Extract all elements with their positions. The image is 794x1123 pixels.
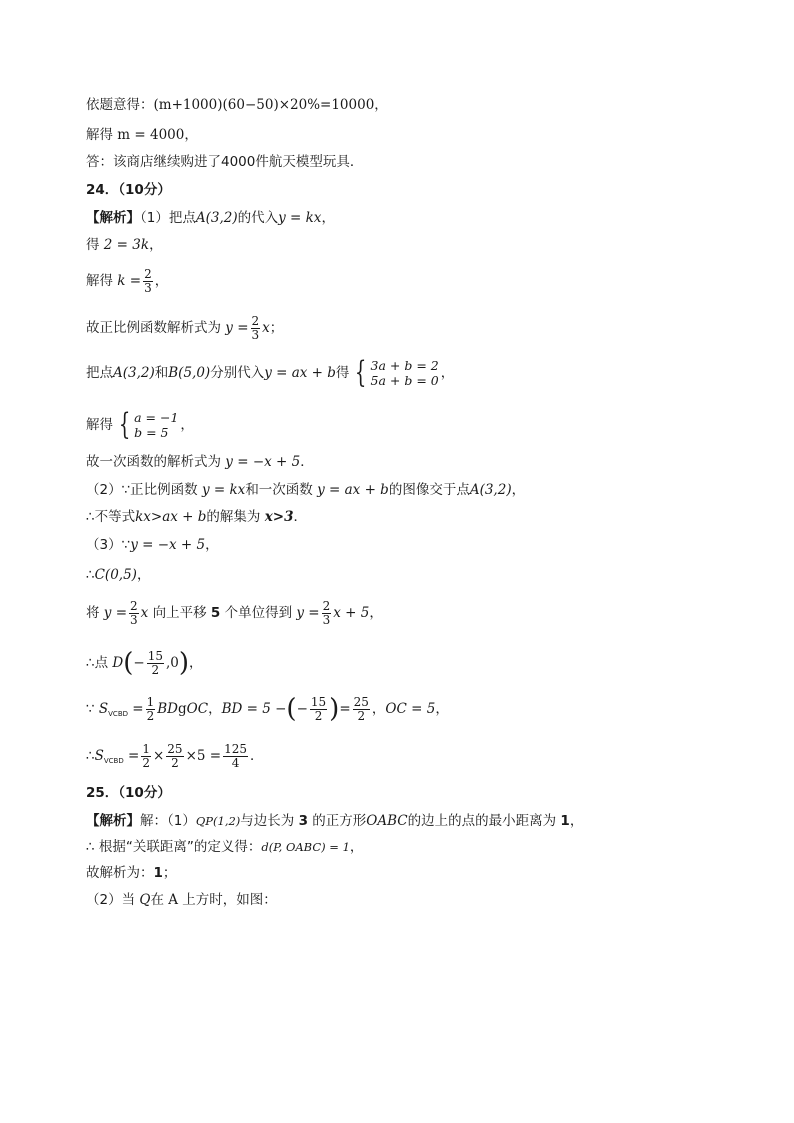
math: x	[262, 320, 270, 336]
bold-number: 1	[153, 865, 163, 881]
text: （2）当	[86, 892, 140, 908]
math: ×	[152, 748, 165, 764]
text: 答：该商店继续购进了4000件航天模型玩具．	[86, 154, 364, 170]
text: ∴	[86, 748, 95, 764]
step-line	[86, 452, 314, 472]
numerator: 125	[224, 741, 247, 756]
fraction	[146, 696, 156, 723]
numerator: 2	[251, 313, 260, 328]
math: d(P, OABC) = 1	[261, 840, 350, 854]
analysis-tag: 【解析】	[86, 813, 140, 829]
math: y = −x + 5	[225, 454, 301, 470]
equation: m = 4000	[117, 127, 185, 143]
step-line	[86, 266, 168, 296]
text: ，	[205, 537, 219, 553]
text: 的边上的点的最小距离为	[407, 813, 561, 829]
text: ，	[180, 417, 194, 433]
equation-system: { a = −1 b = 5	[118, 407, 179, 442]
math: y = kx	[201, 482, 246, 498]
text: ，	[371, 701, 386, 717]
step-line	[86, 235, 163, 255]
text: 解得	[86, 273, 118, 289]
bold-number: 3	[298, 813, 308, 829]
math: y = ax + b	[264, 365, 336, 381]
denominator: 4	[231, 755, 240, 770]
math: y =	[103, 605, 128, 621]
text: ，	[369, 605, 383, 621]
step-line	[86, 313, 283, 343]
text: ∵	[86, 701, 99, 717]
text: 把点	[86, 365, 113, 381]
text: （1）把点	[140, 210, 196, 226]
bold-number: 1	[560, 813, 570, 829]
math: OC	[186, 701, 209, 717]
fraction	[223, 743, 248, 770]
step-line	[86, 480, 525, 500]
numerator: 1	[142, 741, 150, 756]
text: ．	[300, 454, 314, 470]
step-line: ∴点 D(− $\frac{15}{2}$ ,0)，	[86, 648, 203, 678]
subscript: VCBD	[108, 710, 129, 718]
numerator: 25	[353, 694, 369, 709]
question-24-heading	[86, 180, 171, 200]
math: A	[168, 892, 179, 908]
math: QP(1,2)	[195, 814, 241, 828]
subscript: VCBD	[103, 757, 124, 765]
text: 得	[86, 237, 104, 253]
math: y =	[225, 320, 249, 336]
step-line	[86, 408, 194, 442]
text: 解得	[86, 127, 118, 143]
text: ，	[440, 365, 455, 381]
text: ，	[136, 567, 151, 583]
text: 的代入	[237, 210, 279, 226]
text: ，	[149, 237, 163, 253]
text: 和	[154, 365, 169, 381]
answer-line	[86, 152, 363, 172]
math: y = ax + b	[317, 482, 389, 498]
text: 得	[335, 365, 350, 381]
math: A(3,2)	[113, 365, 155, 381]
text: 的图像交于点	[388, 482, 470, 498]
text: 的正方形	[307, 813, 367, 829]
text: ∴点	[86, 655, 113, 671]
text: 解：（1）	[140, 813, 196, 829]
text: 故解析为：	[86, 865, 154, 881]
text: 故正比例函数解析式为	[86, 320, 226, 336]
math: =	[339, 701, 351, 717]
math: OC = 5	[385, 701, 436, 717]
solution-line	[86, 125, 198, 145]
step-line	[86, 890, 277, 910]
text: ，	[435, 701, 449, 717]
math: x	[140, 605, 149, 621]
math: D	[112, 655, 124, 671]
text: ∴	[86, 567, 95, 583]
text: ∴不等式	[86, 509, 136, 525]
text: ，	[189, 655, 203, 671]
numerator: 15	[310, 694, 327, 709]
text: 故一次函数的解析式为	[86, 454, 226, 470]
system-row: b = 5	[134, 425, 169, 440]
math: C(0,5)	[94, 567, 137, 583]
fraction	[251, 315, 261, 342]
text: 在	[150, 892, 169, 908]
text: 分别代入	[210, 365, 265, 381]
math: B(5,0)	[168, 365, 211, 381]
heading: 24．（10分）	[86, 182, 171, 198]
math: ,0	[165, 655, 179, 671]
fraction	[141, 743, 151, 770]
math: y = kx	[278, 210, 322, 226]
math: OABC	[366, 813, 408, 829]
fraction	[143, 268, 153, 295]
numerator: 1	[146, 694, 155, 709]
denominator: 2	[142, 755, 150, 770]
denominator: 2	[146, 708, 155, 723]
step-line	[86, 598, 383, 628]
text: ；	[162, 865, 177, 881]
step-line	[86, 565, 150, 585]
text: ，	[321, 210, 335, 226]
text: 解得	[86, 417, 113, 433]
system-row: 3a + b = 2	[370, 358, 439, 373]
numerator: 2	[322, 598, 331, 613]
math: A(3,2)	[195, 210, 238, 226]
math: 2 = 3k	[103, 237, 150, 253]
denominator: 2	[171, 755, 179, 770]
denominator: 2	[357, 708, 366, 723]
math: BD = 5 −	[221, 701, 287, 717]
step-line	[86, 507, 307, 527]
fraction	[310, 696, 327, 723]
math: −	[296, 701, 308, 717]
denominator: 3	[322, 612, 331, 627]
math: x>3	[264, 509, 294, 525]
math: Q	[139, 892, 151, 908]
math: =	[128, 701, 144, 717]
denominator: 3	[251, 327, 260, 342]
numerator: 25	[167, 741, 183, 756]
system-row: a = −1	[134, 410, 179, 425]
fraction	[147, 650, 164, 677]
text: ∴ 根据“关联距离”的定义得：	[86, 839, 262, 855]
math: S	[94, 748, 104, 764]
math: k =	[117, 273, 142, 289]
analysis-line	[86, 208, 335, 228]
text: ．	[249, 748, 264, 764]
math: y =	[296, 605, 320, 621]
text: 将	[86, 605, 104, 621]
text: （3）∵	[86, 537, 131, 553]
bold-number: 5	[210, 605, 221, 621]
equation-line	[86, 95, 388, 115]
text: ，	[154, 273, 169, 289]
text: 的解集为	[206, 509, 265, 525]
numerator: 2	[144, 266, 152, 281]
fraction	[129, 600, 139, 627]
text: ，	[208, 701, 222, 717]
step-line	[86, 535, 219, 555]
math: g	[178, 701, 187, 717]
math: kx>ax + b	[135, 509, 207, 525]
step-line	[86, 837, 363, 857]
fraction	[353, 696, 370, 723]
text: 个单位得到	[220, 605, 297, 621]
text: ；	[269, 320, 284, 336]
math: S	[98, 701, 109, 717]
math: x + 5	[333, 605, 370, 621]
text: 向上平移	[148, 605, 211, 621]
math: A(3,2)	[469, 482, 512, 498]
step-line	[86, 863, 176, 883]
denominator: 3	[130, 612, 138, 627]
math: −	[133, 655, 145, 671]
text: 上方时，如图：	[178, 892, 277, 908]
denominator: 2	[314, 708, 323, 723]
system-row: 5a + b = 0	[370, 373, 439, 388]
math: ×5 =	[185, 748, 222, 764]
math: y = −x + 5	[130, 537, 206, 553]
text: ，	[374, 97, 388, 113]
fraction	[322, 600, 332, 627]
text: 和一次函数	[245, 482, 318, 498]
step-line: ∵ $S_{VCBD}$ = $\frac{1}{2}$ BDgOC，BD = 5 −(− $\frac{15}{2}$ )= $\frac{25}{2}$ ，OC = 5，	[86, 694, 449, 724]
math: BD	[157, 701, 179, 717]
heading: 25．（10分）	[86, 785, 171, 801]
text: 与边长为	[240, 813, 299, 829]
text: ，	[184, 127, 198, 143]
numerator: 2	[130, 598, 138, 613]
denominator: 3	[144, 280, 152, 295]
text: ，	[349, 839, 364, 855]
math: =	[123, 748, 140, 764]
text: ，	[511, 482, 526, 498]
text: 依题意得：	[86, 97, 154, 113]
text: ．	[293, 509, 307, 525]
denominator: 2	[151, 662, 160, 677]
question-25-heading	[86, 783, 171, 803]
analysis-line	[86, 811, 583, 831]
text: （2）∵正比例函数	[86, 482, 202, 498]
analysis-tag: 【解析】	[86, 210, 140, 226]
equation-system: { 3a + b = 2 5a + b = 0	[355, 355, 439, 390]
step-line	[86, 740, 263, 777]
fraction	[166, 743, 183, 770]
text: ，	[569, 813, 584, 829]
numerator: 15	[147, 648, 163, 663]
step-line	[86, 356, 454, 390]
equation: (m+1000)(60−50)×20%=10000	[153, 97, 375, 113]
